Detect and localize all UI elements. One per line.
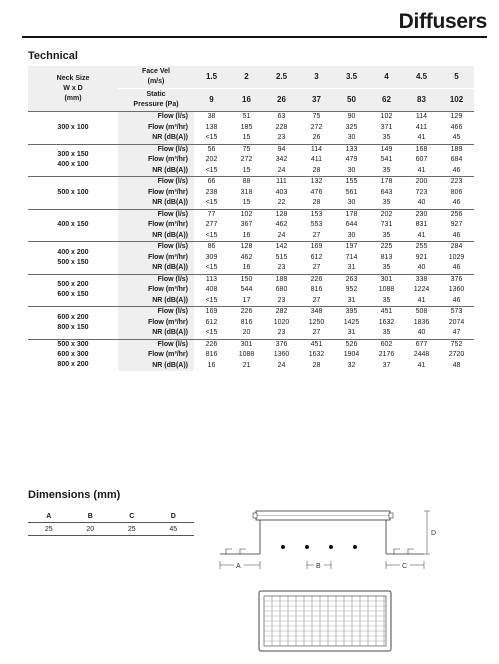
metric-label: Flow (m³/hr) [118, 253, 194, 264]
table-cell: <15 [205, 231, 218, 239]
table-cell: 462 [275, 221, 288, 229]
table-cell: 367 [240, 221, 253, 229]
dimension-value-d: 45 [153, 523, 195, 536]
table-cell: 602 [369, 339, 404, 350]
table-cell: 15 [242, 199, 251, 207]
table-cell: 16 [242, 264, 251, 272]
table-cell: 128 [229, 242, 264, 253]
face-velocity-row [28, 66, 474, 89]
dimensions-values-row [28, 523, 194, 536]
face-velocity-value: 1.5 [194, 66, 229, 89]
table-cell: 1425 [343, 318, 360, 326]
table-cell: 927 [450, 221, 463, 229]
table-cell: 114 [299, 144, 334, 155]
metric-label: Flow (m³/hr) [118, 350, 194, 361]
table-cell: 451 [369, 307, 404, 318]
table-cell: 813 [380, 253, 393, 261]
table-cell: 301 [229, 339, 264, 350]
table-cell: 35 [382, 134, 391, 142]
metric-label: Flow (l/s) [118, 242, 194, 253]
table-cell: 1836 [413, 318, 430, 326]
neck-size-label: 500 x 100 [57, 188, 89, 196]
table-cell: 133 [334, 144, 369, 155]
table-cell: 28 [312, 166, 321, 174]
left-flange-lip [226, 549, 232, 554]
face-velocity-label: Face Vel (m/s) [118, 66, 194, 89]
table-cell: <15 [205, 264, 218, 272]
table-cell: 1250 [308, 318, 325, 326]
dimension-header-c: C [111, 510, 153, 523]
table-cell: 831 [415, 221, 428, 229]
left-flange-lip-2 [240, 549, 246, 554]
technical-table [28, 66, 474, 371]
table-cell: 46 [452, 199, 461, 207]
table-cell: 46 [452, 264, 461, 272]
table-cell: 573 [439, 307, 474, 318]
table-cell: 325 [345, 123, 358, 131]
flow-ls-row [28, 242, 474, 253]
table-cell: 403 [275, 188, 288, 196]
table-cell: 138 [205, 123, 218, 131]
face-velocity-value: 4.5 [404, 66, 439, 89]
neck-size-cell [28, 307, 118, 340]
table-cell: 37 [382, 361, 391, 369]
flow-ls-row [28, 112, 474, 123]
table-cell: 376 [439, 274, 474, 285]
blade-dot [329, 545, 333, 549]
table-cell: 1020 [273, 318, 290, 326]
table-cell: 35 [382, 166, 391, 174]
table-cell: 816 [310, 286, 323, 294]
table-cell: 24 [277, 361, 286, 369]
static-pressure-label: Static Pressure (Pa) [118, 89, 194, 112]
face-velocity-value: 5 [439, 66, 474, 89]
table-cell: 27 [312, 296, 321, 304]
table-cell: 30 [347, 134, 356, 142]
table-cell: 408 [205, 286, 218, 294]
table-cell: 35 [382, 264, 391, 272]
metric-label: Flow (l/s) [118, 177, 194, 188]
metric-label: Flow (l/s) [118, 144, 194, 155]
blade-dot [353, 545, 357, 549]
table-cell: 451 [299, 339, 334, 350]
metric-label: Flow (l/s) [118, 209, 194, 220]
neck-size-label: 500 x 200 [57, 281, 89, 289]
flow-ls-row [28, 307, 474, 318]
table-cell: <15 [205, 166, 218, 174]
table-cell: 90 [334, 112, 369, 123]
table-cell: 338 [404, 274, 439, 285]
neck-size-cell [28, 339, 118, 371]
dimensions-section-title: Dimensions (mm) [28, 489, 121, 501]
table-cell: 24 [277, 166, 286, 174]
table-cell: 272 [310, 123, 323, 131]
table-cell: 94 [264, 144, 299, 155]
face-velocity-value: 2 [229, 66, 264, 89]
static-pressure-value: 83 [404, 89, 439, 112]
static-pressure-value: 26 [264, 89, 299, 112]
table-cell: 301 [369, 274, 404, 285]
neck-size-cell [28, 242, 118, 275]
table-cell: 282 [264, 307, 299, 318]
metric-label: NR (dB(A)) [118, 133, 194, 144]
table-cell: 1632 [308, 351, 325, 359]
table-cell: 1224 [413, 286, 430, 294]
static-pressure-value: 102 [439, 89, 474, 112]
table-cell: 226 [229, 307, 264, 318]
table-cell: 197 [334, 242, 369, 253]
table-cell: 731 [380, 221, 393, 229]
table-cell: 31 [347, 264, 356, 272]
table-cell: 508 [404, 307, 439, 318]
table-cell: 46 [452, 296, 461, 304]
dimension-header-a: A [28, 510, 70, 523]
table-cell: 75 [299, 112, 334, 123]
dimension-value-c: 25 [111, 523, 153, 536]
static-pressure-value: 50 [334, 89, 369, 112]
table-cell: 27 [312, 264, 321, 272]
face-velocity-value: 2.5 [264, 66, 299, 89]
metric-label: Flow (m³/hr) [118, 220, 194, 231]
table-cell: <15 [205, 134, 218, 142]
table-cell: 22 [277, 199, 286, 207]
flow-ls-row [28, 274, 474, 285]
table-cell: <15 [205, 329, 218, 337]
neck-size-cell [28, 112, 118, 145]
flow-ls-row [28, 177, 474, 188]
static-pressure-value: 37 [299, 89, 334, 112]
table-cell: <15 [205, 199, 218, 207]
neck-size-label: 400 x 150 [57, 221, 89, 229]
neck-size-label: 500 x 300 [57, 341, 89, 349]
table-cell: 66 [194, 177, 229, 188]
frame-left-clip [253, 513, 257, 518]
table-cell: 226 [299, 274, 334, 285]
table-cell: 816 [205, 351, 218, 359]
table-cell: 723 [415, 188, 428, 196]
table-cell: 30 [347, 199, 356, 207]
right-flange-lip-2 [408, 549, 414, 554]
table-cell: 1360 [273, 351, 290, 359]
technical-section-title: Technical [28, 50, 78, 62]
technical-table-body [28, 66, 474, 371]
flow-ls-row [28, 144, 474, 155]
table-cell: 752 [439, 339, 474, 350]
table-cell: 40 [417, 264, 426, 272]
face-velocity-value: 3 [299, 66, 334, 89]
table-cell: 318 [240, 188, 253, 196]
table-cell: 128 [264, 209, 299, 220]
neck-size-label: 400 x 200 [57, 248, 89, 256]
neck-size-header: Neck Size W x D (mm) [28, 66, 118, 112]
diffuser-face-drawing [258, 590, 392, 652]
table-cell: 15 [242, 166, 251, 174]
table-cell: 202 [369, 209, 404, 220]
neck-size-cell [28, 177, 118, 210]
table-cell: 75 [229, 144, 264, 155]
blade-dot [305, 545, 309, 549]
table-cell: 102 [229, 209, 264, 220]
table-cell: 677 [404, 339, 439, 350]
dimension-header-d: D [153, 510, 195, 523]
table-cell: 202 [205, 156, 218, 164]
neck-size-label: 500 x 150 [57, 258, 89, 266]
table-cell: 643 [380, 188, 393, 196]
table-cell: 612 [205, 318, 218, 326]
table-cell: 200 [404, 177, 439, 188]
table-cell: 714 [345, 253, 358, 261]
dimensions-table [28, 510, 194, 536]
table-cell: 23 [277, 329, 286, 337]
dimension-b-label: B [316, 563, 321, 570]
metric-label: NR (dB(A)) [118, 296, 194, 307]
table-cell: 41 [417, 231, 426, 239]
table-cell: 17 [242, 296, 251, 304]
table-cell: 16 [207, 361, 216, 369]
table-cell: 515 [275, 253, 288, 261]
table-cell: <15 [205, 296, 218, 304]
table-cell: 113 [194, 274, 229, 285]
table-cell: 228 [275, 123, 288, 131]
static-pressure-value: 62 [369, 89, 404, 112]
table-cell: 476 [310, 188, 323, 196]
table-cell: 16 [242, 231, 251, 239]
neck-size-label: 800 x 200 [57, 361, 89, 369]
table-cell: 132 [299, 177, 334, 188]
table-cell: 544 [240, 286, 253, 294]
diffuser-section-drawing [210, 505, 440, 575]
table-cell: 26 [312, 134, 321, 142]
metric-label: NR (dB(A)) [118, 166, 194, 177]
table-cell: 77 [194, 209, 229, 220]
table-cell: 41 [417, 166, 426, 174]
table-cell: 680 [275, 286, 288, 294]
dimension-a-label: A [236, 563, 241, 570]
table-cell: 41 [417, 361, 426, 369]
table-cell: 466 [450, 123, 463, 131]
flow-ls-row [28, 209, 474, 220]
metric-label: Flow (m³/hr) [118, 318, 194, 329]
dimension-value-b: 20 [70, 523, 112, 536]
table-cell: 185 [240, 123, 253, 131]
table-cell: 225 [369, 242, 404, 253]
table-cell: 272 [240, 156, 253, 164]
neck-size-cell [28, 209, 118, 242]
table-cell: 86 [194, 242, 229, 253]
table-cell: 129 [439, 112, 474, 123]
table-cell: 1029 [448, 253, 465, 261]
metric-label: NR (dB(A)) [118, 231, 194, 242]
table-cell: 526 [334, 339, 369, 350]
table-cell: 411 [310, 156, 323, 164]
metric-label: Flow (l/s) [118, 307, 194, 318]
table-cell: 561 [345, 188, 358, 196]
table-cell: 149 [369, 144, 404, 155]
metric-label: NR (dB(A)) [118, 361, 194, 372]
metric-label: NR (dB(A)) [118, 328, 194, 339]
table-cell: 114 [404, 112, 439, 123]
table-cell: 309 [205, 253, 218, 261]
table-cell: 24 [277, 231, 286, 239]
table-cell: 111 [264, 177, 299, 188]
metric-label: Flow (m³/hr) [118, 155, 194, 166]
table-cell: 1904 [343, 351, 360, 359]
neck-size-cell [28, 144, 118, 177]
table-cell: 38 [194, 112, 229, 123]
page-title: Diffusers [398, 10, 487, 33]
table-cell: 23 [277, 134, 286, 142]
right-flange-lip [394, 549, 400, 554]
table-cell: 178 [334, 209, 369, 220]
table-cell: 15 [242, 134, 251, 142]
table-cell: 607 [415, 156, 428, 164]
table-cell: 684 [450, 156, 463, 164]
blade-dot [281, 545, 285, 549]
table-cell: 806 [450, 188, 463, 196]
table-cell: 35 [382, 329, 391, 337]
neck-size-label: 600 x 150 [57, 291, 89, 299]
table-cell: 31 [347, 329, 356, 337]
table-cell: 342 [275, 156, 288, 164]
table-cell: 45 [452, 134, 461, 142]
neck-size-label: 300 x 100 [57, 123, 89, 131]
table-cell: 462 [240, 253, 253, 261]
table-cell: 150 [229, 274, 264, 285]
table-cell: 226 [194, 339, 229, 350]
table-cell: 30 [347, 166, 356, 174]
metric-label: Flow (l/s) [118, 339, 194, 350]
table-cell: 1360 [448, 286, 465, 294]
table-cell: 921 [415, 253, 428, 261]
table-cell: 27 [312, 329, 321, 337]
table-cell: 23 [277, 296, 286, 304]
table-cell: 51 [229, 112, 264, 123]
dimensions-header-row [28, 510, 194, 523]
table-cell: 32 [347, 361, 356, 369]
table-cell: 153 [299, 209, 334, 220]
table-cell: 2448 [413, 351, 430, 359]
table-cell: 35 [382, 199, 391, 207]
table-cell: 142 [264, 242, 299, 253]
neck-size-label: 600 x 200 [57, 313, 89, 321]
table-cell: 48 [452, 361, 461, 369]
table-cell: 1088 [378, 286, 395, 294]
table-cell: 263 [334, 274, 369, 285]
table-cell: 2074 [448, 318, 465, 326]
table-cell: 376 [264, 339, 299, 350]
table-cell: 816 [240, 318, 253, 326]
table-cell: 46 [452, 231, 461, 239]
table-cell: 35 [382, 296, 391, 304]
dimension-value-a: 25 [28, 523, 70, 536]
table-cell: 188 [264, 274, 299, 285]
table-cell: 256 [439, 209, 474, 220]
table-cell: 1088 [238, 351, 255, 359]
table-cell: 479 [345, 156, 358, 164]
table-cell: 395 [334, 307, 369, 318]
table-cell: 102 [369, 112, 404, 123]
table-cell: 31 [347, 296, 356, 304]
static-pressure-value: 9 [194, 89, 229, 112]
dimension-c-label: C [402, 563, 408, 570]
table-cell: 371 [380, 123, 393, 131]
neck-size-label: 800 x 150 [57, 323, 89, 331]
table-cell: 1632 [378, 318, 395, 326]
table-cell: 169 [299, 242, 334, 253]
face-velocity-value: 4 [369, 66, 404, 89]
table-cell: 2176 [378, 351, 395, 359]
neck-size-label: 300 x 150 [57, 151, 89, 159]
metric-label: Flow (m³/hr) [118, 285, 194, 296]
table-cell: 28 [312, 199, 321, 207]
table-cell: 644 [345, 221, 358, 229]
table-cell: 255 [404, 242, 439, 253]
metric-label: Flow (l/s) [118, 112, 194, 123]
table-cell: 178 [369, 177, 404, 188]
table-cell: 21 [242, 361, 251, 369]
table-cell: 41 [417, 296, 426, 304]
table-cell: 35 [382, 231, 391, 239]
table-cell: 155 [334, 177, 369, 188]
metric-label: NR (dB(A)) [118, 263, 194, 274]
neck-size-label: 400 x 100 [57, 161, 89, 169]
face-velocity-value: 3.5 [334, 66, 369, 89]
table-cell: 230 [404, 209, 439, 220]
table-cell: 277 [205, 221, 218, 229]
table-cell: 169 [194, 307, 229, 318]
table-cell: 223 [439, 177, 474, 188]
dimension-header-b: B [70, 510, 112, 523]
flow-ls-row [28, 339, 474, 350]
table-cell: 952 [345, 286, 358, 294]
table-cell: 541 [380, 156, 393, 164]
table-cell: 238 [205, 188, 218, 196]
metric-label: NR (dB(A)) [118, 198, 194, 209]
table-cell: 63 [264, 112, 299, 123]
table-cell: 284 [439, 242, 474, 253]
table-cell: 46 [452, 166, 461, 174]
table-cell: 47 [452, 329, 461, 337]
dimension-d-label: D [431, 530, 437, 537]
table-cell: 56 [194, 144, 229, 155]
table-cell: 40 [417, 199, 426, 207]
frame-right-clip [389, 513, 393, 518]
table-cell: 40 [417, 329, 426, 337]
table-cell: 41 [417, 134, 426, 142]
table-cell: 88 [229, 177, 264, 188]
static-pressure-value: 16 [229, 89, 264, 112]
table-cell: 23 [277, 264, 286, 272]
table-cell: 553 [310, 221, 323, 229]
metric-label: Flow (l/s) [118, 274, 194, 285]
table-cell: 20 [242, 329, 251, 337]
metric-label: Flow (m³/hr) [118, 188, 194, 199]
table-cell: 27 [312, 231, 321, 239]
neck-size-label: 600 x 300 [57, 351, 89, 359]
table-cell: 28 [312, 361, 321, 369]
table-cell: 2720 [448, 351, 465, 359]
neck-size-cell [28, 274, 118, 307]
table-cell: 189 [439, 144, 474, 155]
metric-label: Flow (m³/hr) [118, 123, 194, 134]
table-cell: 30 [347, 231, 356, 239]
title-rule [22, 36, 487, 38]
table-cell: 411 [415, 123, 428, 131]
table-cell: 168 [404, 144, 439, 155]
table-cell: 612 [310, 253, 323, 261]
table-cell: 348 [299, 307, 334, 318]
